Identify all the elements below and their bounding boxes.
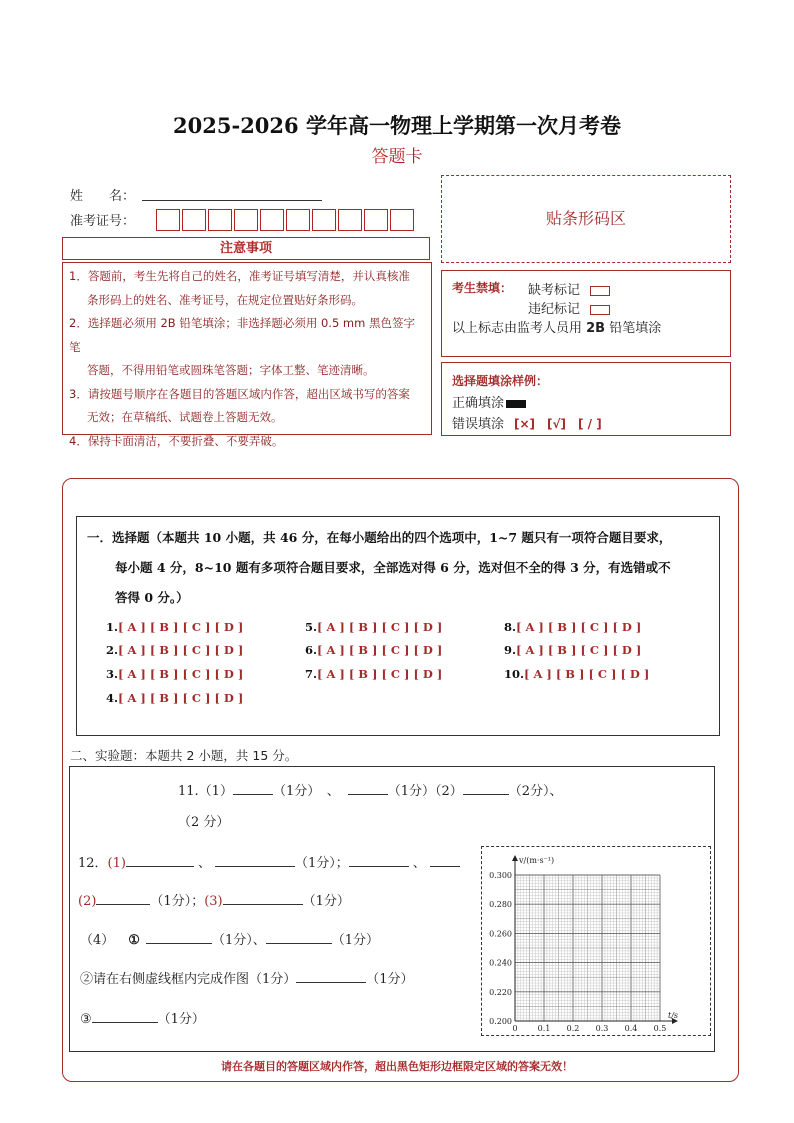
y-axis-label: v/(m·s⁻¹) bbox=[519, 856, 555, 865]
violation-row bbox=[528, 298, 610, 317]
wrong-fill-marks: [×] [√] [ / ] bbox=[514, 417, 602, 431]
question-7[interactable]: 7.[ A ] [ B ] [ C ] [ D ] bbox=[305, 667, 443, 681]
answer-blank[interactable] bbox=[215, 866, 295, 867]
id-digit-box[interactable] bbox=[286, 209, 310, 231]
x-tick-label: 0.1 bbox=[537, 1024, 551, 1033]
fill-sample-title: 选择题填涂样例： bbox=[452, 374, 549, 388]
x-tick-label: 0.5 bbox=[653, 1024, 667, 1033]
y-tick-label: 0.200 bbox=[489, 1017, 512, 1026]
id-digit-box[interactable] bbox=[208, 209, 232, 231]
violation-mark[interactable] bbox=[590, 305, 610, 315]
id-digit-box[interactable] bbox=[364, 209, 388, 231]
page-subtitle: 答题卡 bbox=[371, 147, 423, 167]
filled-mark-icon bbox=[506, 400, 526, 408]
section1-line: 每小题 4 分，8~10 题有多项符合题目要求，全部选对得 6 分，选对但不全的得 3 分，有选错或不 bbox=[115, 560, 671, 575]
id-digit-box[interactable] bbox=[338, 209, 362, 231]
question-2[interactable]: 2.[ A ] [ B ] [ C ] [ D ] bbox=[106, 643, 244, 657]
notice-title: 注意事项 bbox=[219, 241, 272, 256]
id-digit-box[interactable] bbox=[390, 209, 414, 231]
graph-area[interactable] bbox=[481, 846, 711, 1036]
x-tick-label: 0.4 bbox=[624, 1024, 638, 1033]
x-axis-label: t/s bbox=[668, 1011, 679, 1020]
q12-line2: (2) （1分）；(3) （1分） bbox=[78, 894, 350, 909]
answer-blank[interactable] bbox=[430, 866, 460, 867]
x-tick-label: 0.2 bbox=[566, 1024, 580, 1033]
q12-line3: （4） ① （1分）、 （1分） bbox=[80, 933, 379, 948]
answer-blank[interactable] bbox=[223, 904, 303, 905]
notice-header bbox=[62, 237, 430, 260]
id-digit-box[interactable] bbox=[234, 209, 258, 231]
notice-item: 3．请按题号顺序在各题目的答题区域内作答，超出区域书写的答案 bbox=[69, 386, 410, 401]
answer-blank[interactable] bbox=[126, 866, 194, 867]
question-8[interactable]: 8.[ A ] [ B ] [ C ] [ D ] bbox=[504, 620, 642, 634]
y-axis-arrow-icon bbox=[512, 855, 518, 861]
answer-blank[interactable] bbox=[233, 794, 273, 795]
notice-item: 条形码上的姓名、准考证号，在规定位置贴好条形码。 bbox=[87, 292, 363, 307]
q12-line4: ②请在右侧虚线框内完成作图（1分） （1分） bbox=[80, 972, 414, 987]
name-label: 姓 名： bbox=[70, 189, 136, 204]
barcode-area[interactable] bbox=[441, 175, 731, 263]
correct-fill-label: 正确填涂 bbox=[452, 396, 505, 411]
violation-label: 违纪标记 bbox=[528, 302, 581, 317]
question-3[interactable]: 3.[ A ] [ B ] [ C ] [ D ] bbox=[106, 667, 244, 681]
q11-line: 11.（1） （1分） 、 （1分）（2） （2分）、 bbox=[178, 784, 563, 799]
x-tick-label: 0.3 bbox=[595, 1024, 609, 1033]
y-tick-label: 0.300 bbox=[489, 871, 512, 880]
correct-fill-row bbox=[452, 392, 526, 411]
notice-item: 1．答题前，考生先将自己的姓名，准考证号填写清楚，并认真核准 bbox=[69, 269, 410, 283]
answer-blank[interactable] bbox=[296, 982, 366, 983]
y-tick-label: 0.280 bbox=[489, 900, 512, 910]
examiner-label: 考生禁填： bbox=[452, 281, 513, 295]
section2-title: 二、实验题：本题共 2 小题，共 15 分。 bbox=[70, 748, 298, 763]
y-tick-label: 0.220 bbox=[489, 987, 512, 997]
answer-blank[interactable] bbox=[92, 1022, 158, 1023]
question-10[interactable]: 10.[ A ] [ B ] [ C ] [ D ] bbox=[504, 667, 650, 681]
notice-item: 2．选择题必须用 2B 铅笔填涂；非选择题必须用 0.5 mm 黑色签字笔 bbox=[69, 316, 415, 354]
question-4[interactable]: 4.[ A ] [ B ] [ C ] [ D ] bbox=[106, 691, 244, 705]
barcode-label: 贴条形码区 bbox=[545, 209, 626, 228]
notice-item: 无效；在草稿纸、试题卷上答题无效。 bbox=[87, 410, 283, 424]
id-digit-box[interactable] bbox=[156, 209, 180, 231]
id-digit-box[interactable] bbox=[312, 209, 336, 231]
examiner-box bbox=[441, 270, 731, 357]
examiner-note: 以上标志由监考人员用 2B 铅笔填涂 bbox=[452, 321, 662, 336]
question-5[interactable]: 5.[ A ] [ B ] [ C ] [ D ] bbox=[305, 620, 443, 634]
absent-mark[interactable] bbox=[590, 286, 610, 296]
name-field[interactable] bbox=[142, 200, 322, 201]
id-digit-box[interactable] bbox=[182, 209, 206, 231]
wrong-fill-label: 错误填涂 bbox=[452, 417, 505, 432]
question-9[interactable]: 9.[ A ] [ B ] [ C ] [ D ] bbox=[504, 643, 642, 657]
answer-blank[interactable] bbox=[146, 943, 212, 944]
footer-warning: 请在各题目的答题区域内作答，超出黑色矩形边框限定区域的答案无效！ bbox=[221, 1060, 573, 1073]
question-6[interactable]: 6.[ A ] [ B ] [ C ] [ D ] bbox=[305, 643, 443, 657]
y-tick-label: 0.240 bbox=[489, 958, 512, 968]
notice-body bbox=[62, 262, 432, 448]
absent-row bbox=[528, 279, 610, 298]
page-title: 2025-2026 学年高一物理上学期第一次月考卷 bbox=[173, 113, 621, 138]
section1-line: 答得 0 分。） bbox=[115, 590, 189, 605]
answer-blank[interactable] bbox=[463, 794, 509, 795]
notice-item: 答题，不得用铅笔或圆珠笔答题；字体工整、笔迹清晰。 bbox=[87, 363, 375, 377]
fill-sample-box bbox=[441, 362, 731, 436]
question-1[interactable]: 1.[ A ] [ B ] [ C ] [ D ] bbox=[106, 620, 244, 634]
q11-score: （2 分） bbox=[178, 815, 230, 830]
q12-line1: 12．(1) 、 （1分）； 、 bbox=[78, 852, 460, 871]
id-label: 准考证号： bbox=[70, 214, 136, 229]
id-digit-box[interactable] bbox=[260, 209, 284, 231]
y-tick-label: 0.260 bbox=[489, 929, 512, 939]
notice-item: 4．保持卡面清洁，不要折叠、不要弄破。 bbox=[69, 433, 284, 448]
answer-blank[interactable] bbox=[266, 943, 332, 944]
wrong-fill-row bbox=[452, 413, 602, 432]
answer-blank[interactable] bbox=[349, 866, 409, 867]
answer-blank[interactable] bbox=[348, 794, 388, 795]
q12-line5: ③ （1分） bbox=[80, 1012, 205, 1027]
section1-line: 一．选择题（本题共 10 小题，共 46 分，在每小题给出的四个选项中，1~7 题只有一项符合题目要求， bbox=[87, 530, 672, 545]
x-tick-label: 0 bbox=[512, 1024, 518, 1033]
absent-label: 缺考标记 bbox=[528, 283, 581, 298]
answer-blank[interactable] bbox=[96, 904, 150, 905]
vt-chart bbox=[482, 847, 710, 1035]
